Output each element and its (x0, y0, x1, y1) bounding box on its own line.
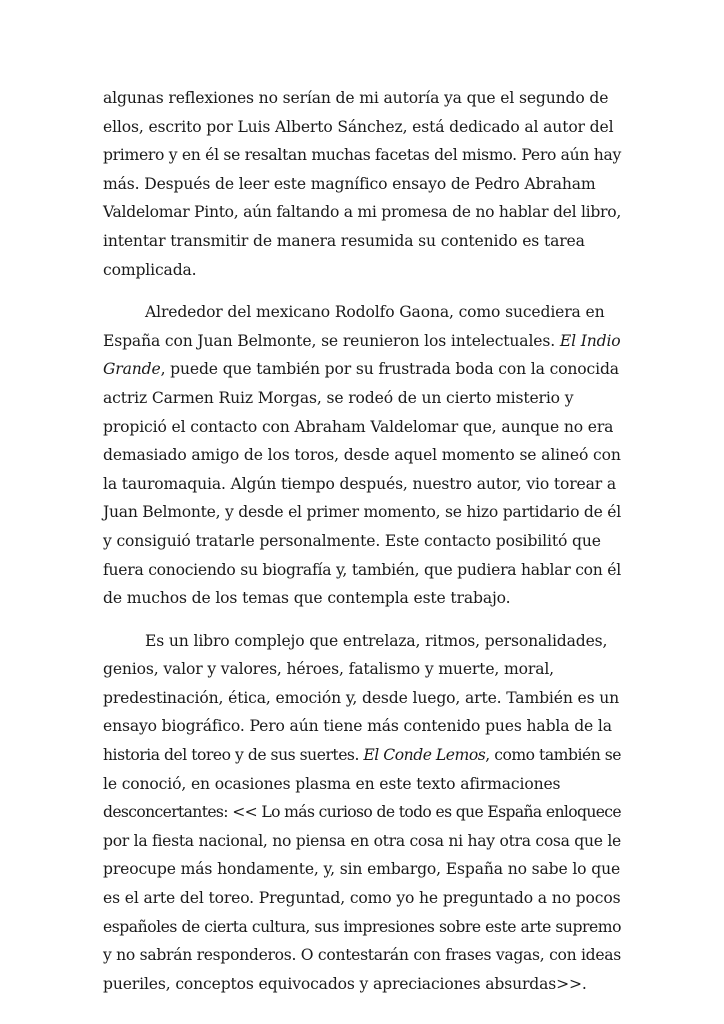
text-run: España con Juan Belmonte, se reunieron los intelectuales. (103, 331, 560, 350)
text-line (103, 527, 621, 556)
text-run: preocupe más hondamente, y, sin embargo, España no sabe lo que (103, 860, 621, 879)
text-run: demasiado amigo de los toros, desde aquel momento se alineó con (103, 446, 621, 465)
text-line (103, 770, 621, 799)
text-run: desconcertantes: << Lo más curioso de todo es que España enloquece (103, 803, 621, 822)
text-line (103, 884, 621, 913)
text-run: la tauromaquia. Algún tiempo después, nuestro autor, vio torear a (103, 474, 617, 493)
text-run: complicada. (103, 260, 197, 279)
text-run: , puede que también por su frustrada boda con la conocida (160, 360, 619, 379)
text-line (103, 627, 621, 656)
text-run: Es un libro complejo que entrelaza, ritmos, personalidades, (145, 631, 608, 650)
text-run: intentar transmitir de manera resumida su contenido es tarea (103, 231, 585, 250)
text-run: actriz Carmen Ruiz Morgas, se rodeó de un cierto misterio y (103, 388, 574, 407)
paragraph (103, 627, 621, 999)
text-line (103, 170, 621, 199)
text-run: y consiguió tratarle personalmente. Este contacto posibilitó que (103, 531, 601, 550)
text-run: primero y en él se resaltan muchas facetas del mismo. Pero aún hay (103, 146, 621, 165)
text-line (103, 655, 621, 684)
text-run: pueriles, conceptos equivocados y apreciaciones absurdas>>. (103, 974, 587, 993)
text-run: , como también se (485, 746, 621, 765)
text-line (103, 84, 621, 113)
text-run: españoles de cierta cultura, sus impresiones sobre este arte supremo (103, 917, 621, 936)
text-run: predestinación, ética, emoción y, desde luego, arte. También es un (103, 688, 620, 707)
text-line (103, 198, 621, 227)
text-line (103, 584, 621, 613)
text-line (103, 227, 621, 256)
text-line (103, 256, 621, 285)
text-run: más. Después de leer este magnífico ensayo de Pedro Abraham (103, 174, 596, 193)
text-run: de muchos de los temas que contempla este trabajo. (103, 589, 511, 608)
text-line (103, 913, 621, 942)
text-line (103, 798, 621, 827)
text-line (103, 413, 621, 442)
text-run: le conoció, en ocasiones plasma en este texto afirmaciones (103, 774, 561, 793)
paragraph (103, 298, 621, 613)
text-run: es el arte del toreo. Preguntad, como yo he preguntado a no pocos (103, 889, 621, 908)
italic-text: El Indio (559, 331, 621, 350)
text-run: Valdelomar Pinto, aún faltando a mi promesa de no hablar del libro, (103, 203, 621, 222)
text-line (103, 441, 621, 470)
text-line (103, 355, 621, 384)
text-run: historia del toreo y de sus suertes. (103, 746, 364, 765)
text-line (103, 470, 621, 499)
text-line (103, 741, 621, 770)
text-run: genios, valor y valores, héroes, fatalismo y muerte, moral, (103, 660, 554, 679)
text-line (103, 941, 621, 970)
text-line (103, 384, 621, 413)
text-run: Juan Belmonte, y desde el primer momento, se hizo partidario de él (103, 503, 621, 522)
text-line (103, 141, 621, 170)
document-page (103, 84, 621, 1012)
text-run: fuera conociendo su biografía y, también, que pudiera hablar con él (103, 560, 621, 579)
text-line (103, 556, 621, 585)
text-run: ellos, escrito por Luis Alberto Sánchez, está dedicado al autor del (103, 117, 614, 136)
document-body (103, 84, 621, 998)
text-run: ensayo biográfico. Pero aún tiene más contenido pues habla de la (103, 717, 612, 736)
italic-text: Grande (103, 360, 161, 379)
text-line (103, 684, 621, 713)
text-line (103, 855, 621, 884)
paragraph (103, 84, 621, 284)
text-run: y no sabrán responderos. O contestarán con frases vagas, con ideas (103, 946, 621, 965)
text-run: Alrededor del mexicano Rodolfo Gaona, como sucediera en (145, 303, 605, 322)
italic-text: El Conde Lemos (363, 746, 486, 765)
text-line (103, 712, 621, 741)
text-run: propició el contacto con Abraham Valdelomar que, aunque no era (103, 417, 614, 436)
text-line (103, 298, 621, 327)
text-line (103, 970, 621, 999)
text-line (103, 498, 621, 527)
text-line (103, 113, 621, 142)
text-line (103, 327, 621, 356)
text-line (103, 827, 621, 856)
text-run: algunas reflexiones no serían de mi autoría ya que el segundo de (103, 89, 609, 107)
text-run: por la fiesta nacional, no piensa en otra cosa ni hay otra cosa que le (103, 831, 621, 850)
